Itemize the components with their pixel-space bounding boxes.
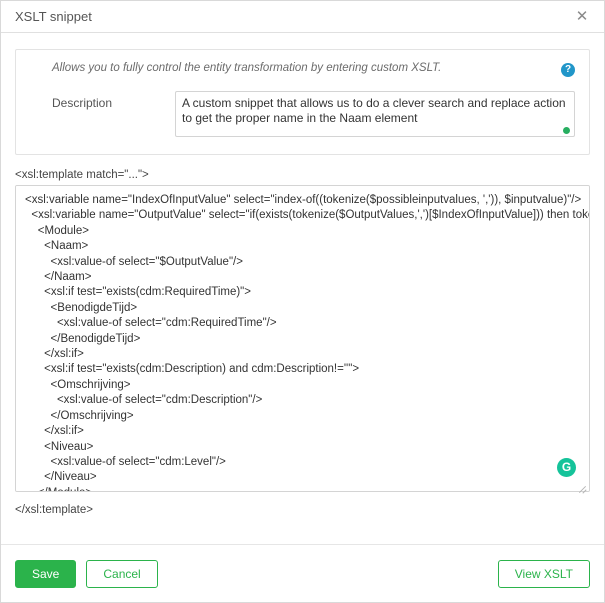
save-button[interactable]: Save	[15, 560, 76, 588]
description-input-wrapper	[175, 91, 575, 140]
help-icon[interactable]: ?	[561, 63, 575, 77]
xslt-code-wrapper	[15, 185, 590, 495]
xsl-template-close-tag: </xsl:template>	[15, 504, 93, 516]
xsl-template-open-tag: <xsl:template match="...">	[15, 169, 149, 181]
description-label: Description	[52, 96, 113, 110]
description-status-dot	[563, 127, 570, 134]
dialog-titlebar	[1, 1, 604, 33]
grammarly-icon[interactable]: G	[557, 458, 576, 477]
xslt-code-editor[interactable]	[15, 185, 590, 492]
view-xslt-button[interactable]: View XSLT	[498, 560, 590, 588]
close-icon[interactable]: ✕	[575, 8, 589, 25]
description-input[interactable]	[175, 91, 575, 137]
description-panel	[15, 49, 590, 155]
dialog-content	[1, 33, 604, 544]
description-hint-text: Allows you to fully control the entity transformation by entering custom XSLT.	[52, 62, 442, 74]
description-field-row	[30, 91, 575, 140]
resize-handle-icon[interactable]	[578, 483, 587, 492]
dialog-footer	[1, 544, 604, 602]
dialog-title: XSLT snippet	[15, 9, 92, 24]
cancel-button[interactable]: Cancel	[86, 560, 157, 588]
description-hint-row	[30, 62, 575, 77]
